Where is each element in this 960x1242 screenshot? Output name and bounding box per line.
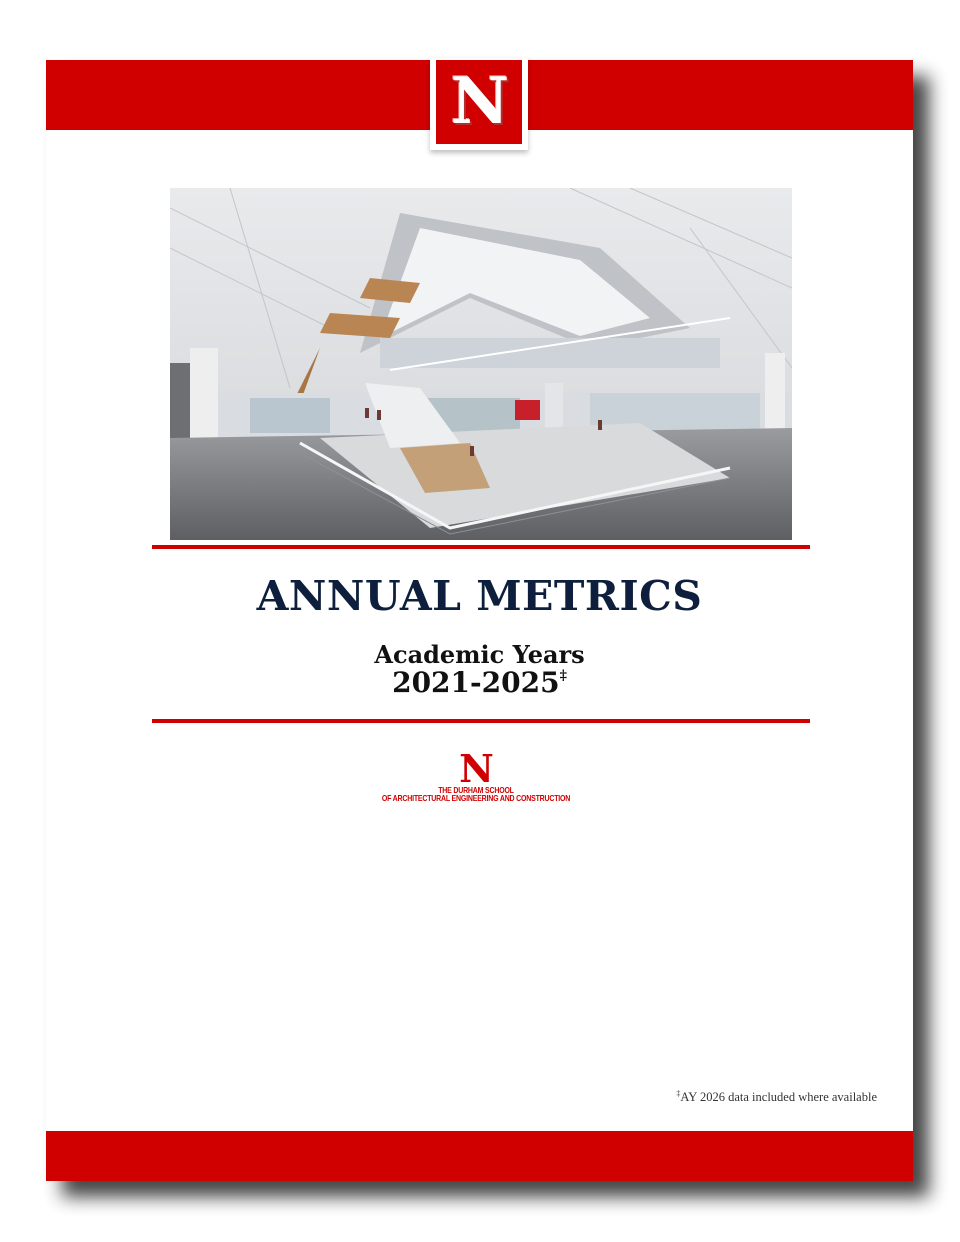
durham-school-logo [376,746,576,804]
subtitle: Academic Years [374,640,585,669]
double-dagger-mark: ‡ [559,668,567,684]
footnote [676,1089,877,1105]
footnote-text: AY 2026 data included where available [680,1090,877,1105]
school-name-line2: OF ARCHITECTURAL ENGINEERING AND CONSTRUCTION [381,795,571,804]
nebraska-n-icon-small: N [459,746,493,791]
red-rule-bottom [152,719,810,723]
nebraska-logo-tab [430,58,528,150]
page-title: ANNUAL METRICS [256,572,703,620]
atrium-photo [170,188,792,540]
bottom-red-band [46,1131,913,1181]
nebraska-n-icon [436,60,522,144]
cover-page [46,60,913,1181]
footnote-mark: ‡ [676,1089,681,1098]
school-name-line1: THE DURHAM SCHOOL [438,787,514,796]
atrium-image [170,188,792,540]
red-rule-top [152,545,810,549]
year-range [46,666,913,699]
year-range-text: 2021-2025 [392,666,560,699]
logo-letter: N [450,64,508,139]
